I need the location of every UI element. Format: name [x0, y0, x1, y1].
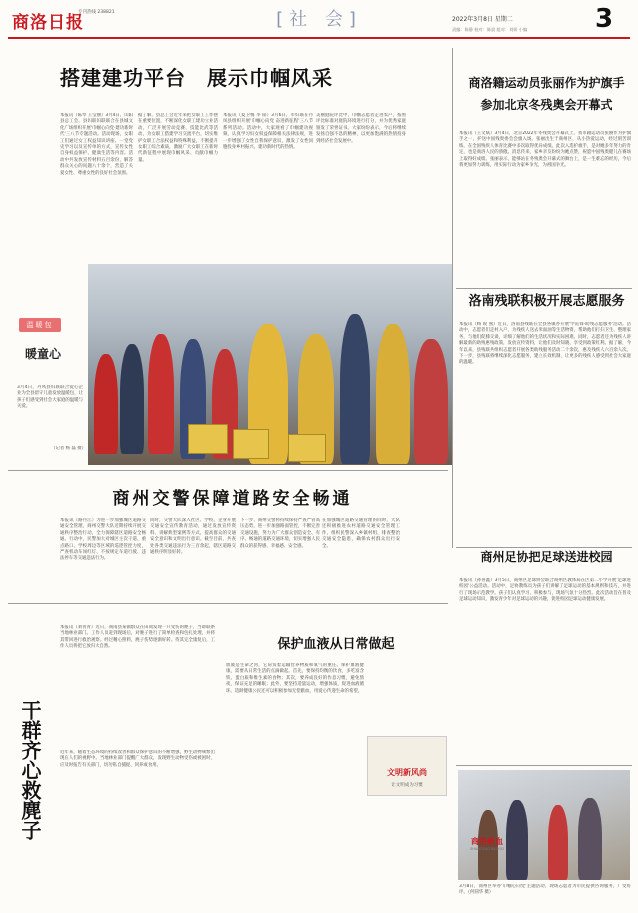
headline-a3: 洛南残联积极开展志愿服务: [468, 294, 625, 309]
headline-a8: 干群齐心救麂子: [18, 700, 42, 840]
divider: [8, 470, 448, 471]
issue-date: 2022年3月8日 星期二: [452, 16, 513, 23]
column-divider: [452, 48, 453, 548]
a4-credit: （记者 杨 磊 摄）: [51, 446, 86, 451]
headline-a2-line1: 商洛籍运动员张丽作为护旗手: [468, 76, 625, 90]
children-photo: [88, 264, 452, 465]
divider: [8, 603, 448, 604]
a3-body: 本报讯（杨 锐 燕）近日，洛南县残联在全县各镇办开展'学雷锋·助残志愿服务'活动。活动中，志愿者们走村入户，为残疾人送去米面油等生活物资，帮助他们打扫卫生、整理家务，与他们促膝交谈，详细了解他们的生活状况和实际困难。同时，志愿者还为残疾人讲解最新的助残惠残政策，发放宣传资料，让他们及时知晓、享受到政策红利。据了解，今年以来，县残联共组织志愿者开展各类助残服务活动二十余次，惠及残疾人六百余人次。下一步，县残联将继续深化志愿服务，建立长效机制，让更多的残疾人感受到社会大家庭的温暖。: [459, 322, 631, 366]
blood-logo: [462, 836, 512, 876]
a4-caption: 3月4日，丹凤县妇联联合爱心企业为全县留守儿童发放温暖包，让孩子们感受到社会大家庭的温暖与关爱。: [17, 385, 83, 410]
logo-subtitle: [78, 10, 115, 17]
divider: [456, 288, 632, 289]
a5-col1: 本报讯（路丹江）为进一步加强城区道路交通安全管理，商州交警大队近期持续开展交通秩序整治行动，全力保障辖区道路安全畅通。行动中，民警加大对城区主次干道、重点路口、学校周边等区域的巡逻管控力度，严查机动车闯红灯、不按规定车道行驶、违法停车等交通违法行为。: [60, 518, 146, 562]
headline-a1: 搭建建功平台 展示巾帼风采: [60, 66, 333, 90]
a5-col3: 下一步，商州交警将持续保持严查严管高压态势，进一步加强路面管控，不断完善交通设施，努力为广大群众创造安全、有序、畅通的道路交通环境，切实增强人民群众的获得感、幸福感、安全感。: [240, 518, 320, 549]
a1-col1: 本报讯（陈琴 王莹丽）3月4日，山阳县总工会、县妇联妇联联合在县城文化广场组织开展'巾帼心向党·建功新时代'三八节专题活动。活动现场，女职工们通过女工权益知识讲座、一堂党史学习以及宣传单的方式，宣传女性自身权益保护、健康生活等内容。活动中共发放宣传材料五百余份，解答群众关心的问题八十余个，营造了关爱女性、尊重女性的良好社会氛围。: [60, 113, 133, 176]
civilization-ad: [367, 736, 447, 796]
blood-logo-text: 商洛献血: [471, 837, 503, 846]
ad-sub: 让文明成为习惯: [391, 783, 423, 788]
newspaper-logo: 商洛日报: [12, 13, 84, 33]
section-title: [社 会]: [276, 9, 362, 30]
a6-body: 本报讯（孙喜鑫）3月5日，商州区足球协会联合商州区教体局在区第二小学开展'足球进校园'公益活动。活动中，足协教练员为孩子们讲解了足球运动的基本规则和技巧，并进行了现场示范教学。孩子们认真学习，积极参与，现场气氛十分热烈。此次活动旨在普及足球运动知识，激发青少年对足球运动的兴趣，促进校园足球运动健康发展。: [459, 578, 631, 603]
tag-label: 温暖包: [26, 321, 54, 329]
headline-a2-line2: 参加北京冬残奥会开幕式: [480, 98, 613, 112]
masthead: [0, 0, 638, 40]
masthead-rule: [8, 37, 630, 39]
a4-title: 暖童心: [25, 347, 62, 361]
a8-body: 本报讯（刘青青）近日，商南县某镇群众在田间发现一只受伤的麂子，当即联系当地林业部门。工作人员赶到现场后，对麂子进行了简单检查和包扎处理，并将其带回进行救治观察。经过精心照料，麂子伤势逐渐好转。待其完全康复后，工作人员将把它放归大自然。: [60, 625, 215, 650]
headline-a6: 商州足协把足球送进校园: [480, 550, 613, 564]
a5-col4: 在加强城区道路交通管理的同时，大队还积极推进农村道路交通安全管理工作，组织民警深入乡镇村组，排查整治交通安全隐患，确保农村群众出行安全。: [322, 518, 400, 549]
blood-logo-en: SHANGLUO BLOOD: [469, 847, 505, 851]
ad-label: 文明新风尚: [387, 768, 427, 777]
page-number: 3: [595, 4, 614, 34]
divider: [456, 765, 632, 766]
headline-a5: 商州交警保障道路安全畅通: [112, 489, 353, 509]
a7-body: 血液是生命之河，它肩负着运输营养物质和氧气的重任。保护血液健康，需要从日常生活的点滴做起。首先，要保持均衡的饮食，多吃富含铁、蛋白质和维生素的食物；其次，要养成良好的作息习惯，避免熬夜，保证充足的睡眠；此外，要坚持适量运动，增强体质，促进血液循环。适龄健康公民还可以积极参加无偿献血，用爱心传递生命的希望。: [226, 663, 364, 694]
a1-col4: 美丽庭院评比中，巾帼志愿者走进农户，按照评比标准对庭院环境进行打分，并为优秀家庭颁发了荣誉证书。大家纷纷表示，今后将继续发扬自强不息的精神，以更加饱满的热情投身到经济社会发展中。: [316, 113, 406, 144]
a1-col2: 据了解，县总工会近年来把女职工工作摆在重要位置，不断深化女职工建功立业活动，广泛开展劳动竞赛、技能比武等活动，为女职工搭建学习交流平台，切实维护女职工合法权益和特殊利益，不断提升女职工综合素质，激励广大女职工在新时代新征程中展现巾帼风采、贡献巾帼力量。: [138, 113, 218, 163]
a5-col2: 同时，交警大队深入社区、学校、企业开展交通安全宣传教育活动，通过发放宣传资料、讲解典型案例等方式，提高群众的交通安全意识和文明出行意识。截至目前，共查处各类交通违法行为三百余起，辖区道路交通秩序明显好转。: [150, 518, 236, 556]
a2-body: 本报讯（王文斌）3月4日，北京2022年冬残奥会开幕式上，我市籍运动员张丽作为护旗手之一，护送中国残奥委会会旗入场。张丽出生于商州区，从小热爱运动，经过刻苦训练，在全国残疾人体育比赛中多次取得优异成绩。此次入选护旗手，是对她多年努力的肯定，也是商洛人民的骄傲。消息传来，家乡亲友纷纷为她点赞，祝愿中国残奥健儿在赛场上取得好成绩。张丽表示，能够站在冬残奥会开幕式的舞台上，是一生难忘的经历，今后将更加努力训练，用实际行动为家乡争光，为祖国争光。: [459, 131, 631, 169]
hotline: 专刊热线 238821: [78, 10, 115, 15]
tag-badge: [19, 318, 61, 332]
photo2-caption: 3月8日，商州区举办'巾帼心向党'主题活动，现场志愿者为市民提供咨询服务，广受好评。（何圆华 摄）: [459, 884, 631, 896]
a8-body2: 近年来，随着生态环境的持续改善和群众保护意识的不断增强，野生动物频繁出现在人们的视野中。当地林业部门提醒广大群众，发现野生动物受伤或被困时，应及时报告有关部门，切勿私自捕捉、饲养或食用。: [60, 750, 215, 768]
a1-col3: 本报讯（夏卫梅 李 阳）3月6日，市妇联在丹凤县组织开展'巾帼心向党 奋进新征程'三八节系列活动。活动中，大家观看了巾帼建功视频，认真学习妇女权益保障相关法律法规，进一步增强了女性自我保护意识，激发了女性同胞投身乡村振兴、建功新时代的热情。: [223, 113, 313, 151]
editor-line: 责编：陈静 校对：陈晨 组对：刘妍 小编: [452, 27, 528, 32]
headline-a7: 保护血液从日常做起: [277, 637, 395, 652]
